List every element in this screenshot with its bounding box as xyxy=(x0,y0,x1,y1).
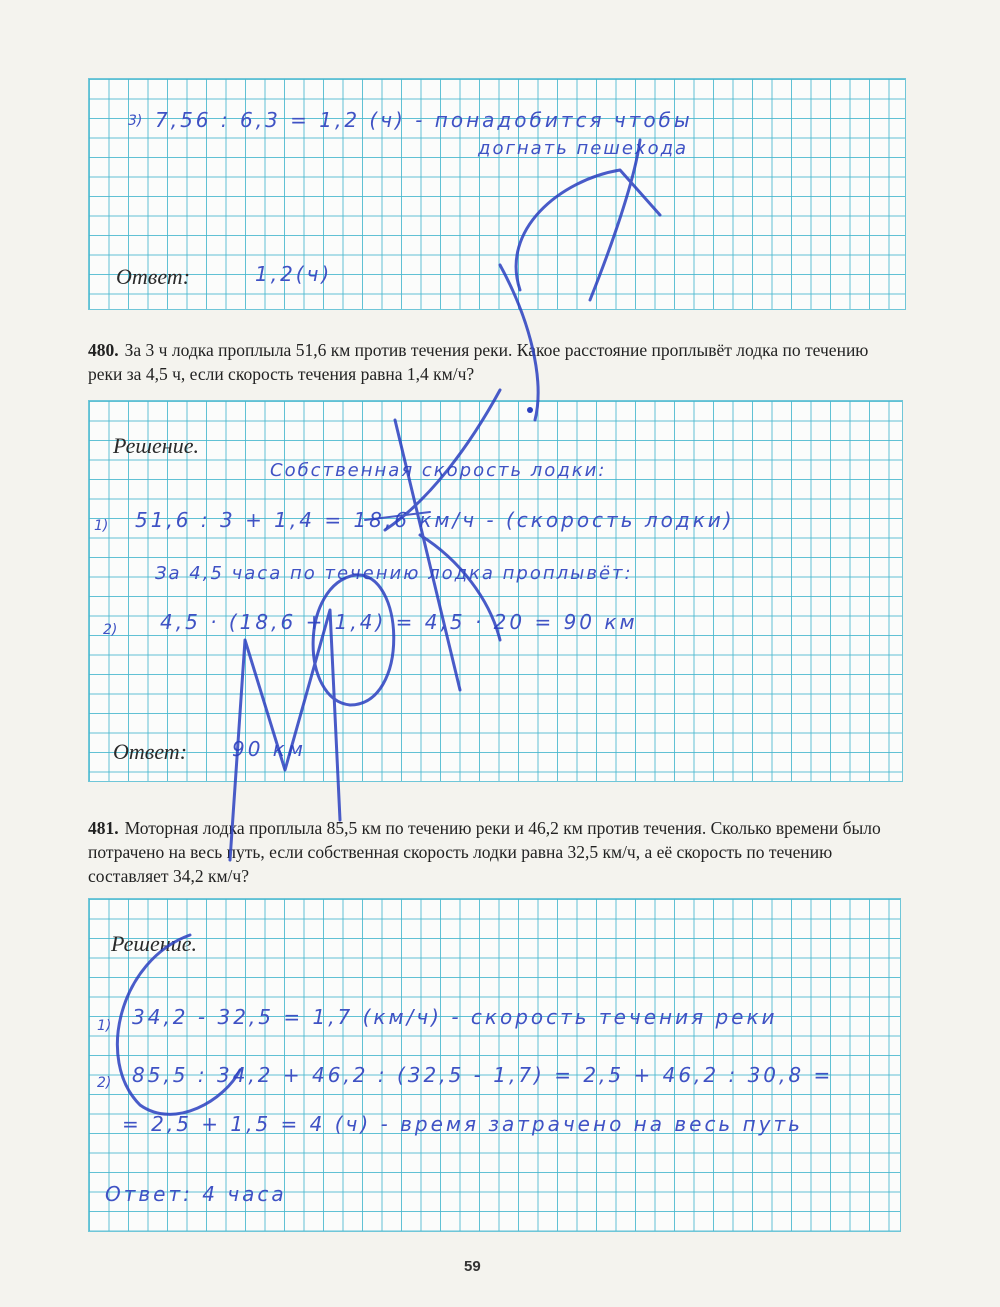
handwritten-step-481-2: 85,5 : 34,2 + 46,2 : (32,5 - 1,7) = 2,5 + 46,2 : 30,8 = xyxy=(132,1063,834,1087)
step-number-480-2: 2) xyxy=(103,622,118,638)
handwritten-answer-479: 1,2(ч) xyxy=(255,262,333,286)
task-number-481: 481. xyxy=(88,818,119,838)
step-number-479: 3) xyxy=(128,113,143,129)
handwritten-step-480-2: 4,5 · (18,6 + 1,4) = 4,5 · 20 = 90 км xyxy=(160,610,638,634)
solution-label-481: Решение. xyxy=(111,931,197,956)
handwritten-line-479-1: 7,56 : 6,3 = 1,2 (ч) - понадобится чтобы xyxy=(155,108,693,132)
handwritten-answer-480: 90 км xyxy=(232,737,306,761)
handwritten-step-481-1: 34,2 - 32,5 = 1,7 (км/ч) - скорость течения реки xyxy=(132,1005,778,1029)
solution-grid-480 xyxy=(88,400,903,782)
task-number-480: 480. xyxy=(88,340,119,360)
task-text-480: За 3 ч лодка проплыла 51,6 км против течения реки. Какое расстояние проплывёт лодка по течению реки за 4,5 ч, если скорость течения равна 1,4 км/ч? xyxy=(88,340,869,384)
handwritten-heading-480: Собственная скорость лодки: xyxy=(270,460,607,481)
answer-label-479: Ответ: xyxy=(116,264,191,289)
solution-label-480: Решение. xyxy=(113,433,199,458)
handwritten-answer-481: Ответ: 4 часа xyxy=(105,1182,287,1206)
handwritten-line-479-2: догнать пешехода xyxy=(478,138,689,159)
task-480 xyxy=(88,338,904,386)
step-number-481-2: 2) xyxy=(97,1075,112,1091)
handwritten-step-481-3: = 2,5 + 1,5 = 4 (ч) - время затрачено на весь путь xyxy=(122,1112,803,1136)
answer-label-480: Ответ: xyxy=(113,739,188,764)
step-number-481-1: 1) xyxy=(97,1018,112,1034)
task-481 xyxy=(88,816,904,888)
page-number: 59 xyxy=(464,1258,481,1275)
task-text-481: Моторная лодка проплыла 85,5 км по течению реки и 46,2 км против течения. Сколько времени было потрачено на весь путь, если собственная скорость лодки равна 32,5 км/ч, а её скорость по течению составляет 34,2 км/ч? xyxy=(88,818,881,886)
handwritten-heading-480-2: За 4,5 часа по течению лодка проплывёт: xyxy=(155,563,633,584)
handwritten-step-480-1: 51,6 : 3 + 1,4 = 18,6 км/ч - (скорость лодки) xyxy=(135,508,735,532)
step-number-480-1: 1) xyxy=(94,518,109,534)
